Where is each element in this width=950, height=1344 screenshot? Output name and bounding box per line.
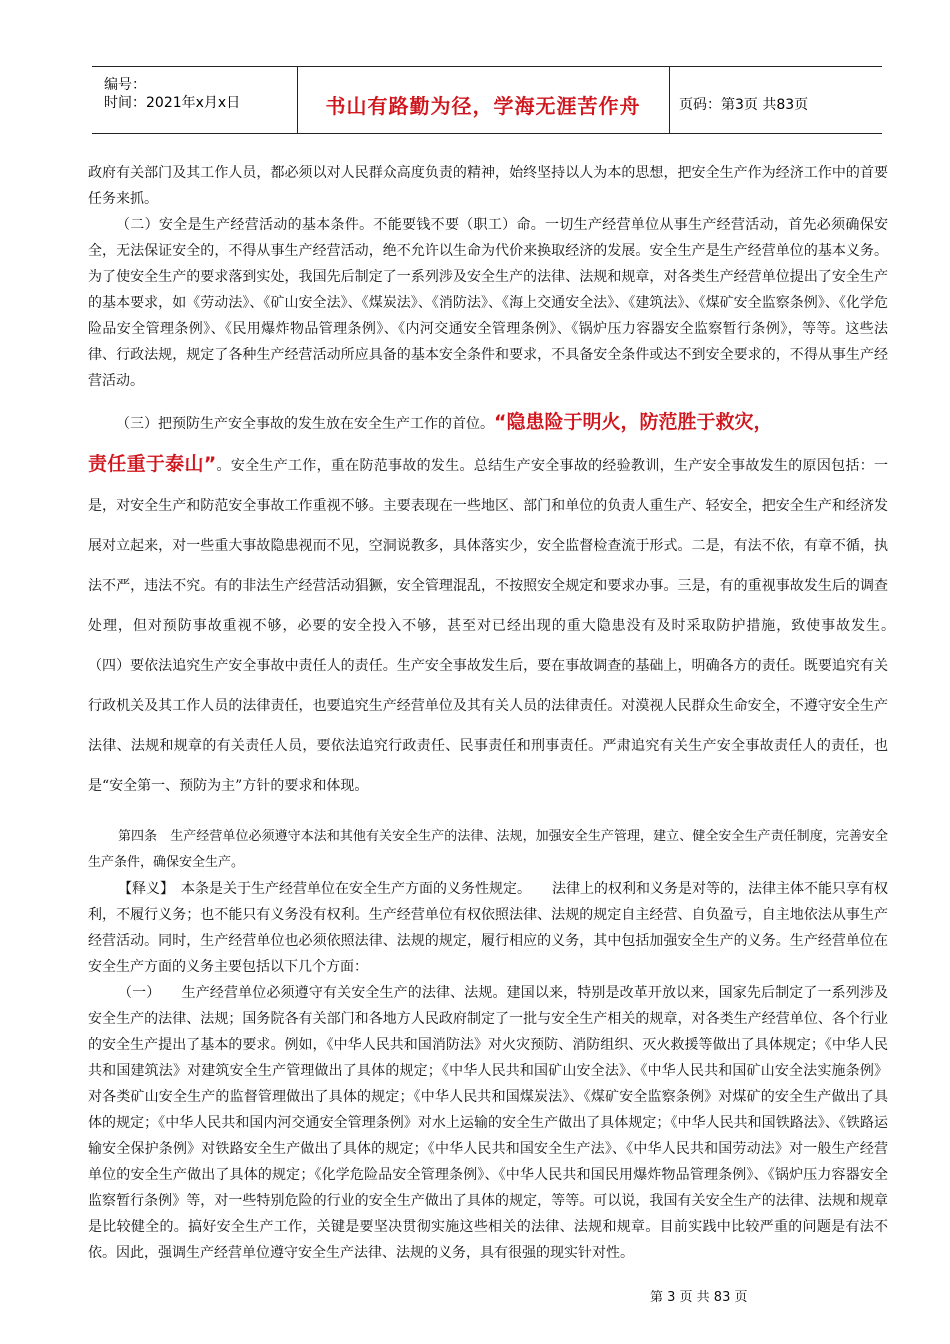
header-bottom-rule: [92, 133, 882, 134]
paragraph-3-intro: （三）把预防生产安全事故的发生放在安全生产工作的首位。: [116, 416, 494, 432]
highlighted-quote-b: 责任重于泰山”: [88, 453, 217, 475]
paragraph-3-rest: 。安全生产工作，重在防范事故的发生。总结生产安全事故的经验教训，生产安全事故发生的原因包括：一是，对安全生产和防范安全事故工作重视不够。主要表现在一些地区、部门和单位的负责人重生产、轻安全，把安全生产和经济发展对立起来，对一些重大事故隐患视而不见，空洞说教多，具体落实少，安全监督检查流于形式。二是，有法不依，有章不循，执法不严，违法不究。有的非法生产经营活动猖獗，安全管理混乱，不按照安全规定和要求办事。三是，有的重视事故发生后的调查处理，但对预防事故重视不够，必要的安全投入不够，甚至对已经出现的重大隐患没有及时采取防护措施，致使事故发生。 （四）要依法追究生产安全事故中责任人的责任。生产安全事故发生后，要在事故调查的基础上，明确各方的责任。既要追究有关行政机关及其工作人员的法律责任，也要追究生产经营单位及其有关人员的法律责任。对漠视人民群众生命安全，不遵守安全生产法律、法规和规章的有关责任人员，要依法追究行政责任、民事责任和刑事责任。严肃追究有关生产安全事故责任人的责任，也是“安全第一、预防为主”方针的要求和体现。: [88, 458, 930, 794]
paragraph-3: [88, 402, 930, 806]
item-1: （一） 生产经营单位必须遵守有关安全生产的法律、法规。建国以来，特别是改革开放以来，国家先后制定了一系列涉及安全生产的法律、法规；国务院各有关部门和各地方人民政府制定了一批与安全生产相关的规章，对各类生产经营单位、各个行业的安全生产提出了基本的要求。例如，《中华人民共和国消防法》对火灾预防、消防组织、灭火救援等做出了具体规定；《中华人民共和国建筑法》对建筑安全生产管理做出了具体的规定；《中华人民共和国矿山安全法》、《中华人民共和国矿山安全法实施条例》对各类矿山安全生产的监督管理做出了具体的规定；《中华人民共和国煤炭法》、《煤矿安全监察条例》对煤矿的安全生产做出了具体的规定；《中华人民共和国内河交通安全管理条例》对水上运输的安全生产做出了具体规定；《中华人民共和国铁路法》、《铁路运输安全保护条例》对铁路安全生产做出了具体的规定；《中华人民共和国安全生产法》、《中华人民共和国劳动法》对一般生产经营单位的安全生产做出了具体的规定；《化学危险品安全管理条例》、《中华人民共和国民用爆炸物品管理条例》、《锅炉压力容器安全监察暂行条例》等，对一些特别危险的行业的安全生产做出了具体的规定，等等。可以说，我国有关安全生产的法律、法规和规章是比较健全的。搞好安全生产工作，关键是要坚决贯彻实施这些相关的法律、法规和规章。目前实践中比较严重的问题是有法不依。因此，强调生产经营单位遵守安全生产法律、法规的义务，具有很强的现实针对性。: [88, 985, 888, 1261]
time-label: 时间：2021年x月x日: [104, 95, 241, 111]
paragraph-1: 政府有关部门及其工作人员，都必须以对人民群众高度负责的精神，始终坚持以人为本的思想，把安全生产作为经济工作中的首要任务来抓。: [88, 165, 888, 207]
document-body: [88, 160, 930, 1266]
header-divider-right: [669, 66, 670, 134]
interpretation: 【释义】 本条是关于生产经营单位在安全生产方面的义务性规定。 法律上的权利和义务是对等的，法律主体不能只享有权利，不履行义务；也不能只有义务没有权利。生产经营单位有权依照法律、法规的规定自主经营、自负盈亏，自主地依法从事生产经营活动。同时，生产经营单位也必须依照法律、法规的规定，履行相应的义务，其中包括加强安全生产的义务。生产经营单位在安全生产方面的义务主要包括以下几个方面：: [88, 881, 888, 975]
header-top-rule: [92, 66, 882, 67]
highlighted-quote-a: “隐患险于明火，防范胜于救灾，: [494, 411, 773, 433]
number-label: 编号：: [104, 77, 146, 93]
page-footer: 第 3 页 共 83 页: [650, 1290, 748, 1305]
page-header: [92, 66, 882, 134]
paragraph-2: （二）安全是生产经营活动的基本条件。不能要钱不要（职工）命。一切生产经营单位从事生产经营活动，首先必须确保安全，无法保证安全的，不得从事生产经营活动，绝不允许以生命为代价来换取经济的发展。安全生产是生产经营单位的基本义务。为了使安全生产的要求落到实处，我国先后制定了一系列涉及安全生产的法律、法规和规章，对各类生产经营单位提出了安全生产的基本要求，如《劳动法》、《矿山安全法》、《煤炭法》、《消防法》、《海上交通安全法》、《建筑法》、《煤矿安全监察条例》、《化学危险品安全管理条例》、《民用爆炸物品管理条例》、《内河交通安全管理条例》、《锅炉压力容器安全监察暂行条例》，等等。这些法律、行政法规，规定了各种生产经营活动所应具备的基本安全条件和要求，不具备安全条件或达不到安全要求的，不得从事生产经营活动。: [88, 217, 888, 389]
page-number-label: 页码：第3页 共83页: [679, 97, 809, 113]
header-motto: 书山有路勤为径，学海无涯苦作舟: [325, 94, 641, 118]
article-4: 第四条 生产经营单位必须遵守本法和其他有关安全生产的法律、法规，加强安全生产管理，建立、健全安全生产责任制度，完善安全生产条件，确保安全生产。: [88, 829, 888, 870]
